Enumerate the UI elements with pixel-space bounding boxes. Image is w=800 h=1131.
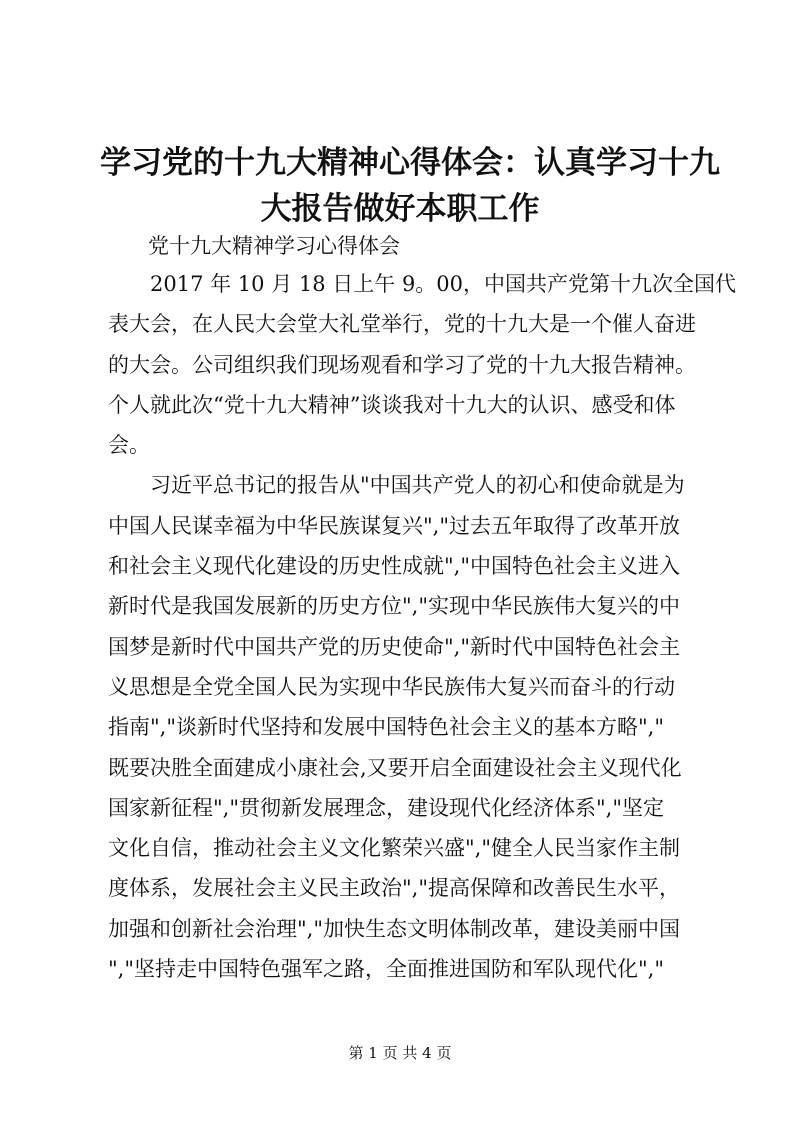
document-subtitle: 党十九大精神学习心得体会: [148, 234, 400, 258]
text-line: 2017 年 10 月 18 日上午 9。00，中国共产党第十九次全国代: [150, 272, 737, 296]
text-line: 的大会。公司组织我们现场观看和学习了党的十九大报告精神。: [108, 352, 696, 377]
text-line: 国梦是新时代中国共产党的历史使命","新时代中国特色社会主: [108, 634, 680, 659]
text-line: 文化自信，推动社会主义文化繁荣兴盛","健全人民当家作主制: [108, 836, 680, 861]
document-body: [108, 264, 737, 989]
title-line: 学习党的十九大精神心得体会：认真学习十九: [100, 145, 720, 181]
text-line: 加强和创新社会治理","加快生态文明体制改革，建设美丽中国: [108, 916, 680, 941]
text-line: 既要决胜全面建成小康社会,又要开启全面建设社会主义现代化: [108, 755, 682, 780]
text-line: 中国人民谋幸福为中华民族谋复兴","过去五年取得了改革开放: [108, 513, 680, 538]
text-line: 会。: [108, 433, 150, 458]
text-line: 度体系，发展社会主义民主政治","提高保障和改善民生水平，: [108, 876, 680, 901]
text-line: 个人就此次“党十九大精神”谈谈我对十九大的认识、感受和体: [108, 392, 676, 417]
text-line: 和社会主义现代化建设的历史性成就","中国特色社会主义进入: [108, 554, 680, 579]
text-line: 义思想是全党全国人民为实现中华民族伟大复兴而奋斗的行动: [108, 674, 675, 699]
text-line: ","坚持走中国特色强军之路，全面推进国防和军队现代化",": [108, 957, 664, 982]
document-title: [100, 140, 720, 232]
text-line: 新时代是我国发展新的历史方位","实现中华民族伟大复兴的中: [108, 594, 680, 619]
page-footer: 第 1 页 共 4 页: [348, 1044, 452, 1062]
text-line: 国家新征程","贯彻新发展理念，建设现代化经济体系","坚定: [108, 795, 664, 820]
title-line: 大报告做好本职工作: [260, 191, 540, 227]
paragraph-1: [108, 264, 737, 465]
text-line: 表大会，在人民大会堂大礼堂举行，党的十九大是一个催人奋进: [108, 312, 696, 337]
paragraph-2: [108, 465, 708, 989]
text-line: 指南","谈新时代坚持和发展中国特色社会主义的基本方略",": [108, 715, 664, 740]
text-line: 习近平总书记的报告从"中国共产党人的初心和使命就是为: [150, 473, 685, 498]
